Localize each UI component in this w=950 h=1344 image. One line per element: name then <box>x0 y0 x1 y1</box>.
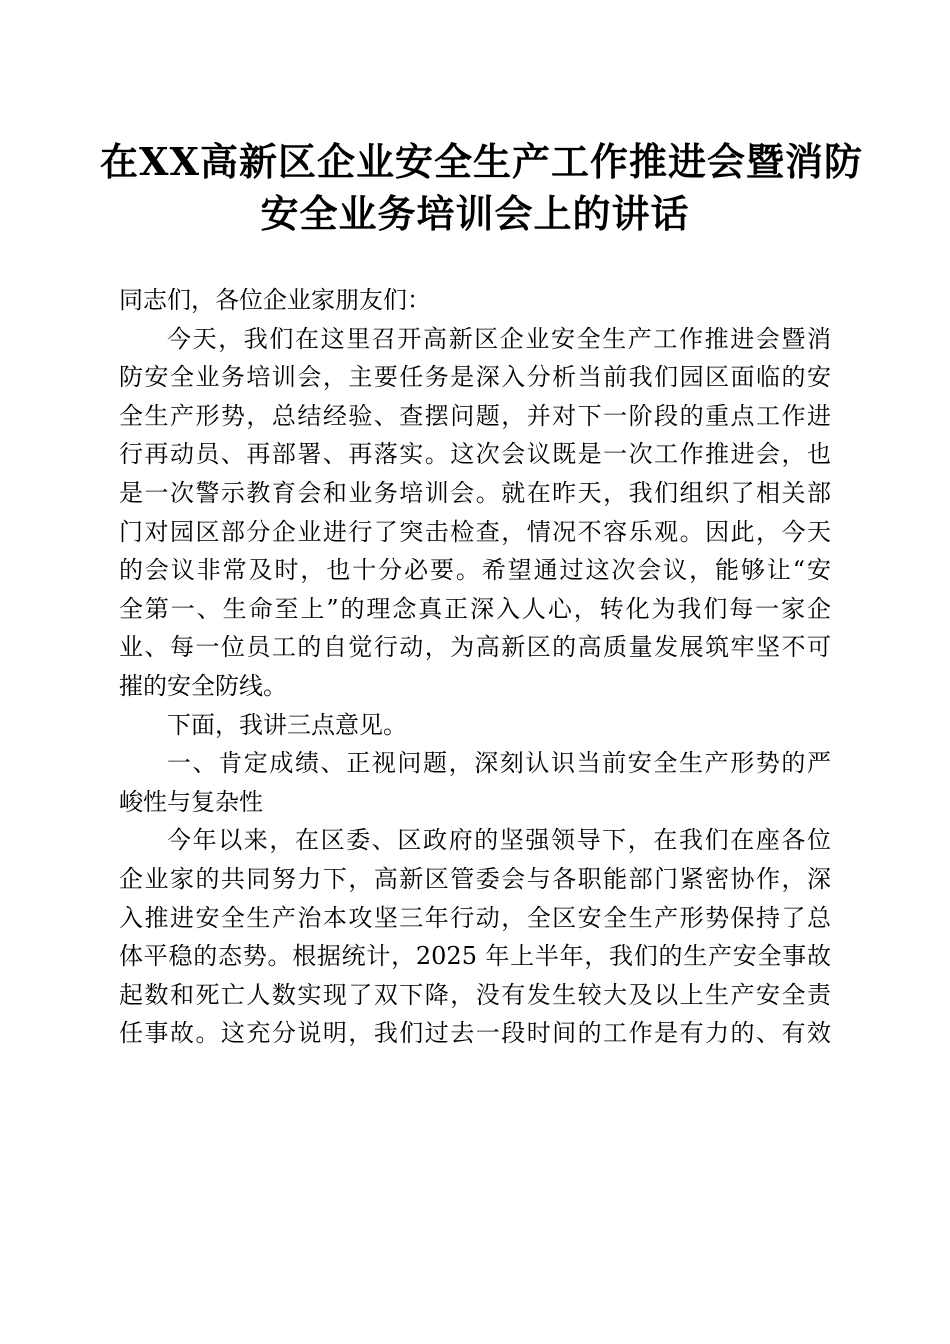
text-line: 摧的安全防线。 <box>119 671 287 700</box>
text-line: 全第一、生命至上”的理念真正深入人心，转化为我们每一家企 <box>119 594 831 623</box>
greeting <box>119 281 831 320</box>
text-line: 行再动员、再部署、再落实。这次会议既是一次工作推进会，也 <box>119 440 831 469</box>
text-line: 起数和死亡人数实现了双下降，没有发生较大及以上生产安全责 <box>119 980 831 1009</box>
document-title <box>100 136 863 240</box>
section-heading-1 <box>119 744 831 821</box>
text-line: 的会议非常及时，也十分必要。希望通过这次会议，能够让“安 <box>119 556 831 585</box>
title-line-1: 在XX高新区企业安全生产工作推进会暨消防 <box>100 139 863 184</box>
text-line: 全生产形势，总结经验、查摆问题，并对下一阶段的重点工作进 <box>119 401 831 430</box>
heading-line: 一、肯定成绩、正视问题，深刻认识当前安全生产形势的严 <box>167 749 831 778</box>
greeting-text: 同志们，各位企业家朋友们： <box>119 286 431 314</box>
text-line: 是一次警示教育会和业务培训会。就在昨天，我们组织了相关部 <box>119 478 831 507</box>
paragraph-opening <box>119 320 831 706</box>
heading-line: 峻性与复杂性 <box>119 787 263 816</box>
document-body <box>119 281 831 1053</box>
text-line: 今年以来，在区委、区政府的坚强领导下，在我们在座各位 <box>167 826 831 855</box>
text-line: 企业家的共同努力下，高新区管委会与各职能部门紧密协作，深 <box>119 864 831 893</box>
text-line: 门对园区部分企业进行了突击检查，情况不容乐观。因此，今天 <box>119 517 831 546</box>
text-line: 入推进安全生产治本攻坚三年行动，全区安全生产形势保持了总 <box>119 903 831 932</box>
text-line: 业、每一位员工的自觉行动，为高新区的高质量发展筑牢坚不可 <box>119 633 831 662</box>
title-line-2: 安全业务培训会上的讲话 <box>260 191 690 236</box>
paragraph-section-1 <box>119 821 831 1053</box>
text-line: 今天，我们在这里召开高新区企业安全生产工作推进会暨消 <box>167 324 831 353</box>
text-line: 下面，我讲三点意见。 <box>167 710 407 739</box>
text-line: 防安全业务培训会，主要任务是深入分析当前我们园区面临的安 <box>119 363 831 392</box>
text-line: 体平稳的态势。根据统计，2025 年上半年，我们的生产安全事故 <box>119 942 831 971</box>
paragraph-transition <box>119 706 831 745</box>
text-line: 任事故。这充分说明，我们过去一段时间的工作是有力的、有效 <box>119 1019 831 1048</box>
